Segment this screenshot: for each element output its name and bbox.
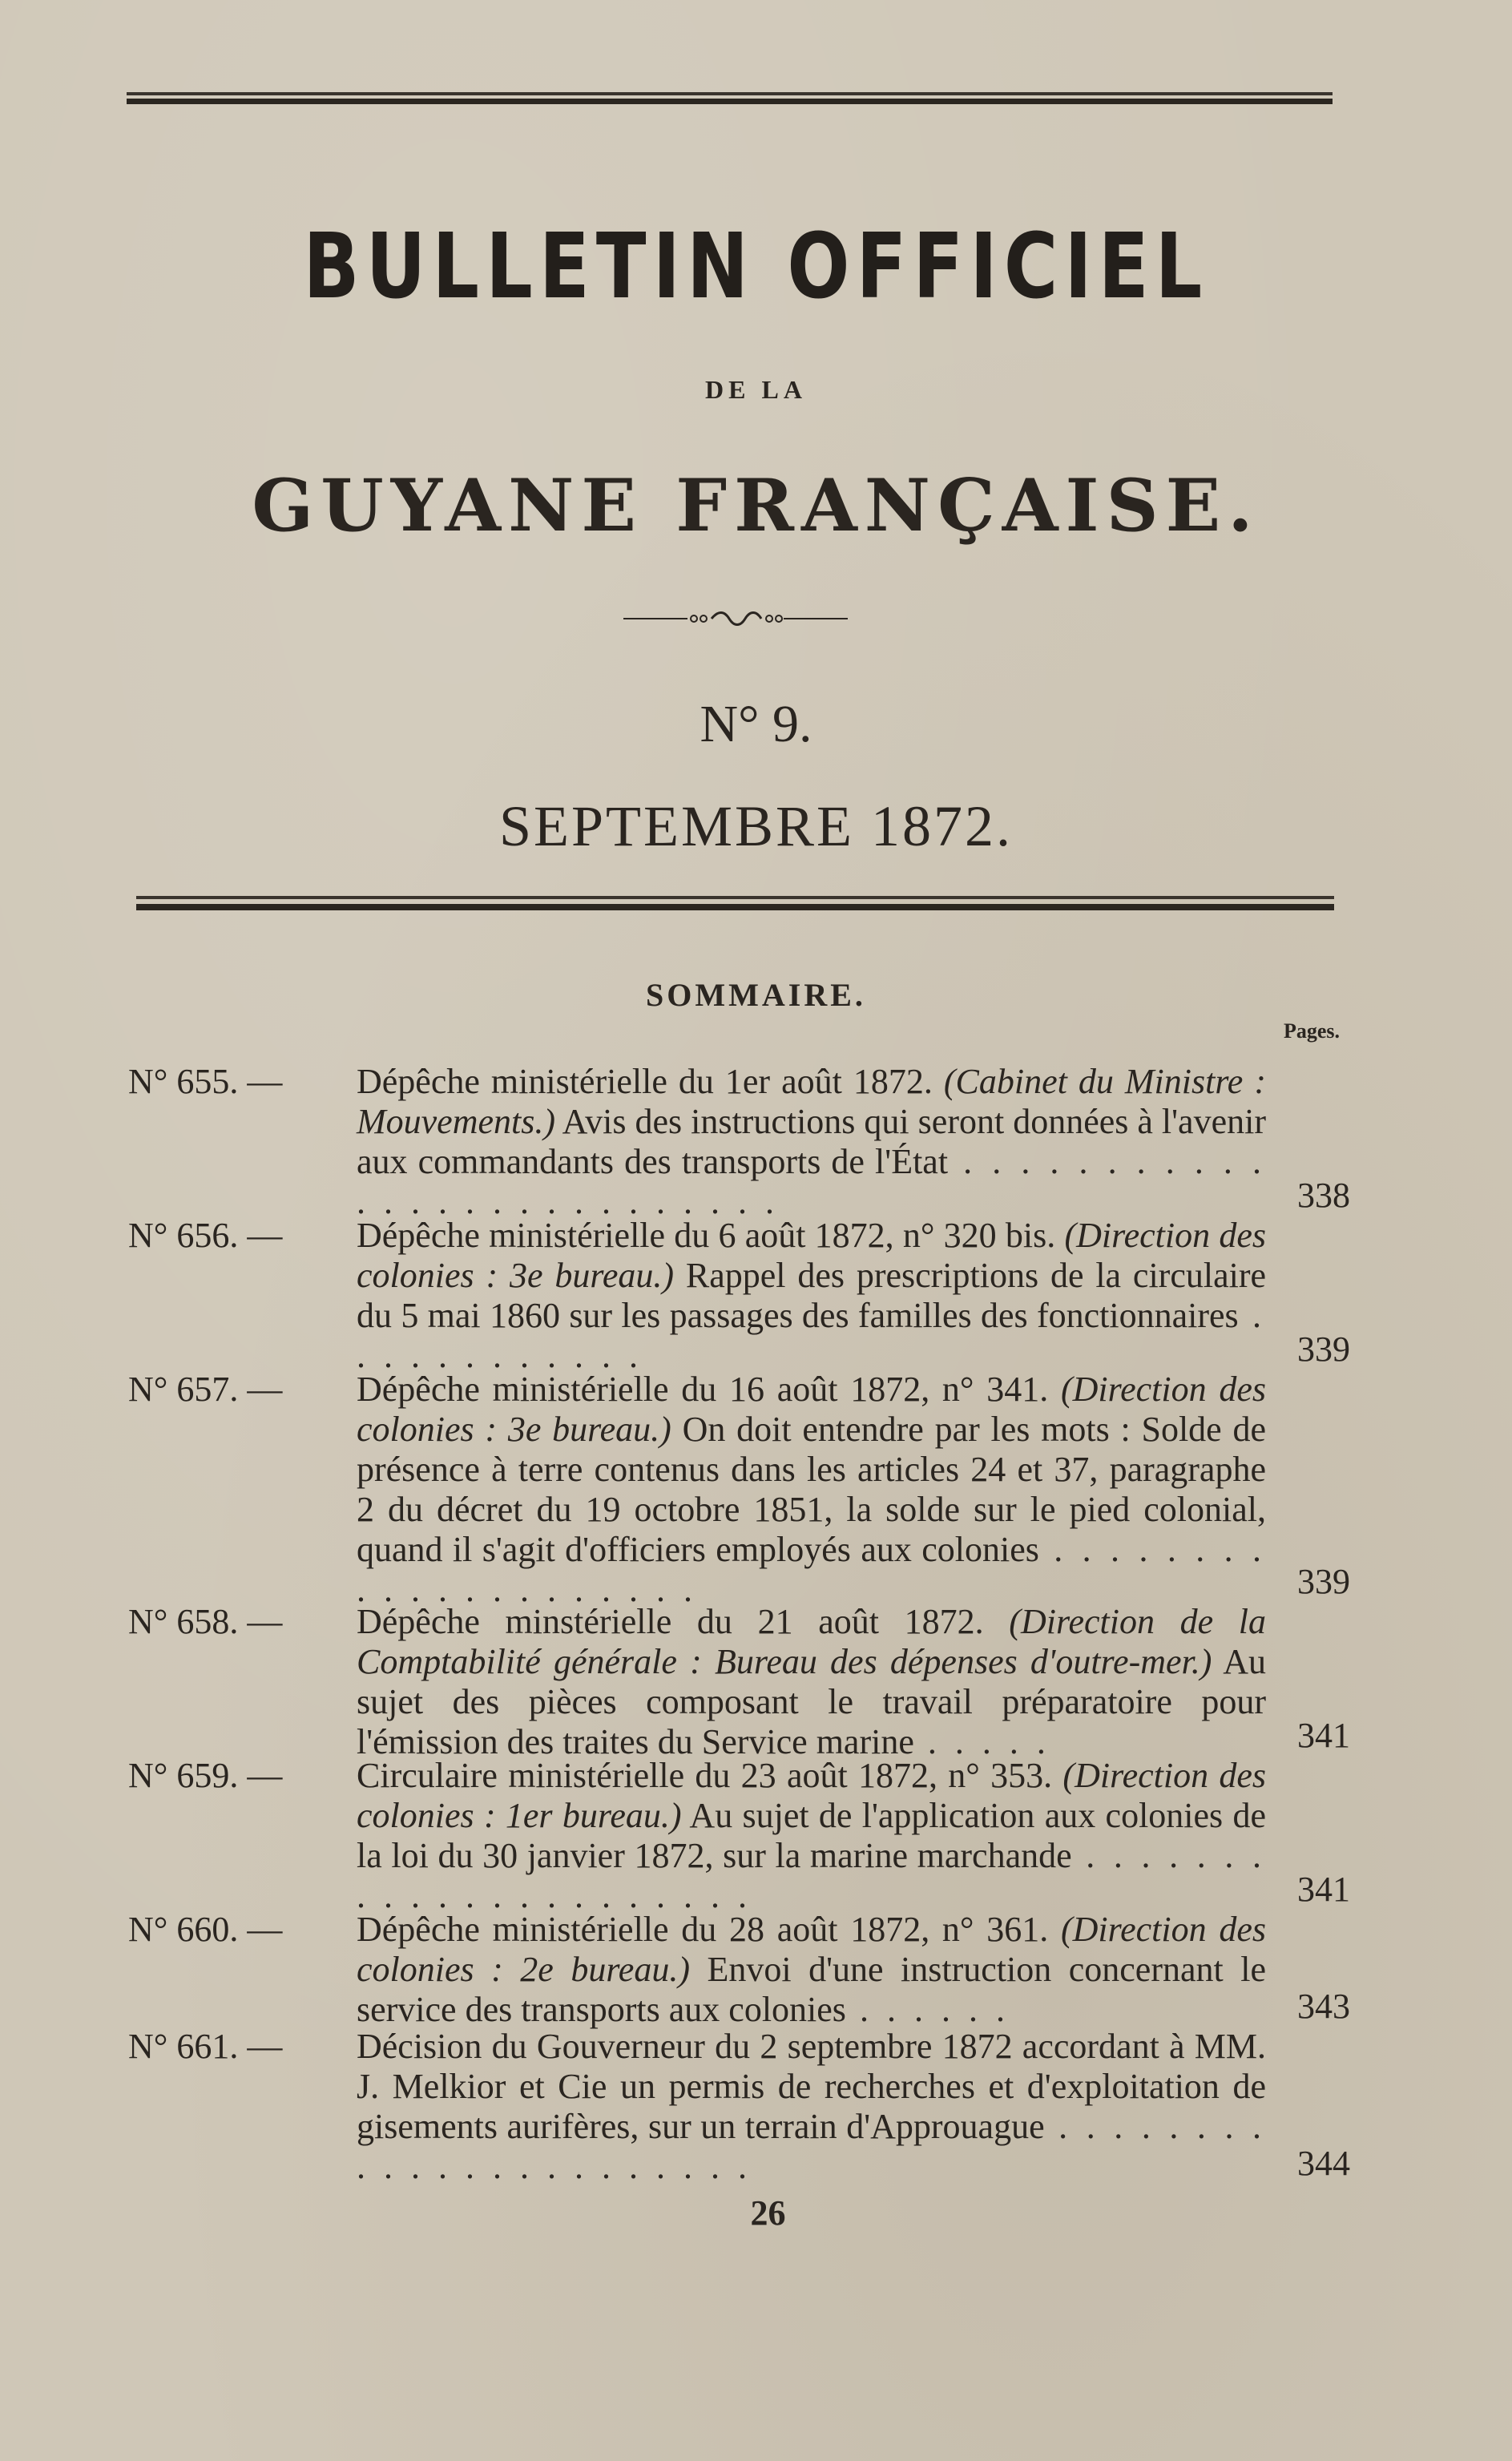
- entry-text: Dépêche ministérielle du 1er août 1872. (Cabinet du Ministre : Mouvements.) Avis des instructions qui seront données à l'avenir aux commandants des transports de l'État . . . . . . . . . . . . . . . . . . . . . . . . . . .: [357, 1062, 1267, 1221]
- entry-page: 341: [1297, 1716, 1350, 1755]
- entry-page: 339: [1297, 1329, 1350, 1369]
- entry-text: Dépêche ministérielle du 28 août 1872, n° 361. (Direction des colonies : 2e bureau.) Envoi d'une instruction concernant le service des transports aux colonies . . . . . .: [357, 1910, 1266, 2029]
- bulletin-subtitle: DE LA: [705, 375, 807, 404]
- sheet-number: 26: [750, 2193, 786, 2233]
- middle-double-rule: [136, 896, 1334, 914]
- entry-number: N° 658. —: [128, 1602, 283, 1641]
- sommaire-heading: SOMMAIRE.: [646, 977, 866, 1013]
- entry-number: N° 656. —: [128, 1216, 283, 1255]
- top-double-rule: [127, 92, 1333, 103]
- toc-entry: [128, 1216, 1350, 1375]
- entry-number: N° 659. —: [128, 1756, 283, 1795]
- toc-entry: [128, 1910, 1350, 2027]
- toc-entry: [128, 1370, 1350, 1609]
- entry-text: Dépêche ministérielle du 16 août 1872, n° 341. (Direction des colonies : 3e bureau.) On doit entendre par les mots : Solde de présence à terre contenus dans les articles 24 et 37, paragraphe 2 du décret du 19 octobre 1851, la solde sur le pied colonial, quand il s'agit d'officiers employés aux colonies . . . . . . . . . . . . . . . . . . . . .: [357, 1370, 1267, 1609]
- entry-page: 339: [1297, 1562, 1350, 1601]
- entry-page: 338: [1297, 1176, 1350, 1215]
- toc-entry: [128, 1062, 1350, 1221]
- ornament-divider-icon: [623, 609, 848, 628]
- entry-number: N° 660. —: [128, 1910, 283, 1949]
- entry-text: Dépêche ministérielle du 6 août 1872, n° 320 bis. (Direction des colonies : 3e bureau.) Rappel des prescriptions de la circulaire du 5 mai 1860 sur les passages des familles des fonctionnaires . . . . . . . . . . . .: [357, 1216, 1267, 1375]
- entry-page: 344: [1297, 2144, 1350, 2183]
- pages-column-label: Pages.: [1283, 1019, 1340, 1043]
- toc-entry: [128, 1602, 1350, 1761]
- entry-number: N° 657. —: [128, 1370, 283, 1409]
- entry-page: 341: [1297, 1870, 1350, 1909]
- entry-page: 343: [1297, 1987, 1350, 2026]
- entry-text: Circulaire ministérielle du 23 août 1872, n° 353. (Direction des colonies : 1er bureau.) Au sujet de l'application aux colonies de la loi du 30 janvier 1872, sur la marine marchande . . . . . . . . . . . . . . . . . . . . . .: [357, 1756, 1267, 1915]
- toc-entry: [128, 2027, 1350, 2184]
- issue-number: N° 9.: [700, 695, 812, 753]
- entry-number: N° 661. —: [128, 2027, 283, 2066]
- table-of-contents: [128, 1062, 1350, 2184]
- entry-text: Décision du Gouverneur du 2 septembre 1872 accordant à MM. J. Melkior et Cie un permis de recherches et d'exploitation de gisements aurifères, sur un terrain d'Approuague . . . . . . . . . . . . . . . . . . . . . . .: [357, 2027, 1267, 2186]
- toc-entry: [128, 1756, 1350, 1915]
- colony-name: GUYANE FRANÇAISE.: [252, 463, 1260, 548]
- entry-number: N° 655. —: [128, 1062, 283, 1101]
- issue-date: SEPTEMBRE 1872.: [498, 794, 1014, 858]
- entry-text: Dépêche minstérielle du 21 août 1872. (Direction de la Comptabilité générale : Bureau des dépenses d'outre-mer.) Au sujet des pièces composant le travail préparatoire pour l'émission des traites du Service marine . . . . .: [357, 1602, 1267, 1761]
- bulletin-title: BULLETIN OFFICIEL: [303, 215, 1209, 319]
